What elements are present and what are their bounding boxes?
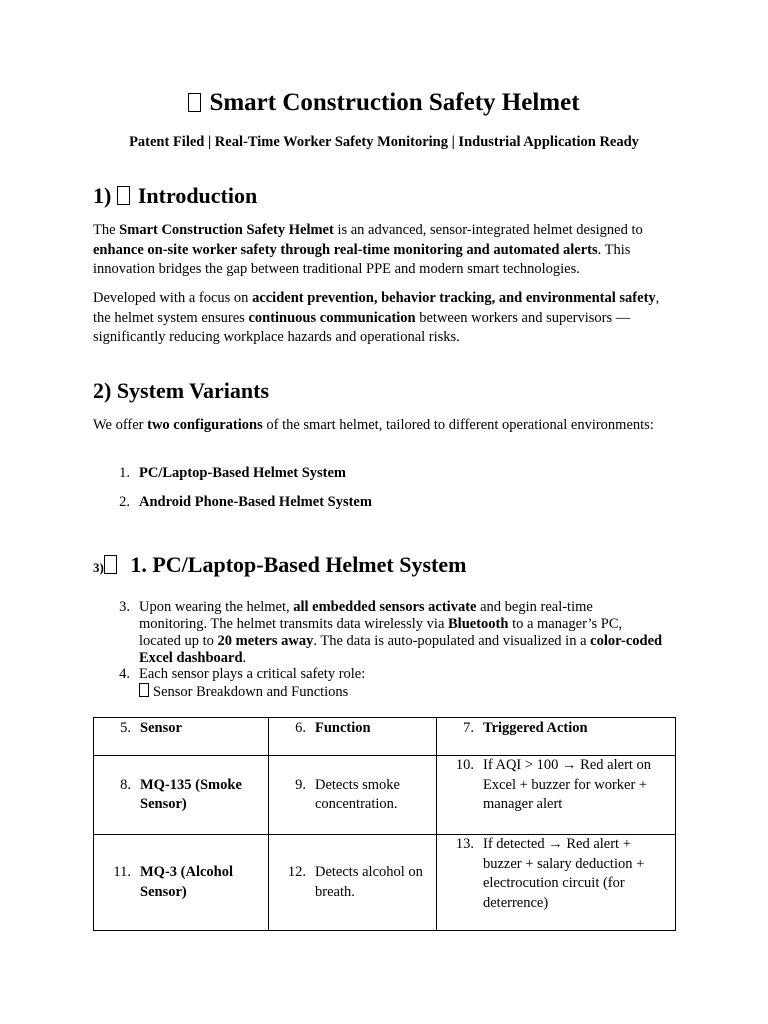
sensor-table <box>93 717 676 931</box>
missing-glyph-icon <box>188 93 201 112</box>
table-header-row: 5. Sensor 6. Function 7. Triggered Action <box>94 718 676 756</box>
document-page: Smart Construction Safety Helmet Patent Filed | Real-Time Worker Safety Monitoring | Industrial Application Ready 1) Introduction The Smart Construction Safety Helmet is an advanced, sensor-integrated helmet designed to enhance on-site worker safety through real-time monitoring and automated alerts. This innovation bridges the gap between traditional PPE and modern smart technologies. Developed with a focus on accident prevention, behavior tracking, and environmental safety, the helmet system ensures continuous communication between workers and supervisors — significantly reducing workplace hazards and operational risks. 2) System Variants We offer two configurations of the smart helmet, tailored to different operational environments: 1. PC/Laptop-Based Helmet System 2. Android Phone-Based Helmet System 3) 1. PC/Laptop-Based Helmet System 3. Upon wearing the helmet, all embedded sensors activate and begin real-time monitoring. The helmet transmits data wirelessly via Bluetooth to a manager’s PC, located up to 20 meters away. The data is auto-populated and visualized in a color-coded Excel dashboard. 4. Each sensor plays a critical safety role: Sensor Breakdown and Functions 5. Sensor 6. Function 7. Triggered Action 8. MQ-135 (Smoke Sensor) 9. Detects smoke concentration. 10. If AQI > 100 → Red alert on Excel + buzzer for worker + manager alert 11. MQ-3 (Alcohol Sensor) 12. Detects alcohol on breath. 13. If detected → Red alert + buzzer + salary deduction + electrocution circuit (for deterrence) <box>0 0 768 1024</box>
pc-system-heading: 3) 1. PC/Laptop-Based Helmet System <box>93 552 467 577</box>
intro-heading: 1) Introduction <box>93 183 258 208</box>
intro-paragraph-1: The Smart Construction Safety Helmet is an advanced, sensor-integrated helmet designed to enhance on-site worker safety through real-time monitoring and automated alerts. This innovation bridges the gap between traditional PPE and modern smart technologies. <box>93 222 643 277</box>
table-row: 11. MQ-3 (Alcohol Sensor) 12. Detects alcohol on breath. 13. If detected → Red alert + buzzer + salary deduction + electrocution circuit (for deterrence) <box>94 835 676 931</box>
page-subtitle: Patent Filed | Real-Time Worker Safety Monitoring | Industrial Application Ready <box>129 134 639 150</box>
intro-paragraph-2: Developed with a focus on accident prevention, behavior tracking, and environmental safety, the helmet system ensures continuous communication between workers and supervisors — significantly reducing workplace hazards and operational risks. <box>93 290 660 345</box>
missing-glyph-icon <box>104 555 117 574</box>
missing-glyph-icon <box>117 186 130 205</box>
page-title: Smart Construction Safety Helmet <box>0 86 768 120</box>
table-row: 8. MQ-135 (Smoke Sensor) 9. Detects smoke concentration. 10. If AQI > 100 → Red alert on Excel + buzzer for worker + manager alert <box>94 756 676 835</box>
missing-glyph-icon <box>139 683 149 697</box>
variants-paragraph: We offer two configurations of the smart helmet, tailored to different operational environments: <box>93 417 654 433</box>
variants-heading: 2) System Variants <box>93 378 270 403</box>
